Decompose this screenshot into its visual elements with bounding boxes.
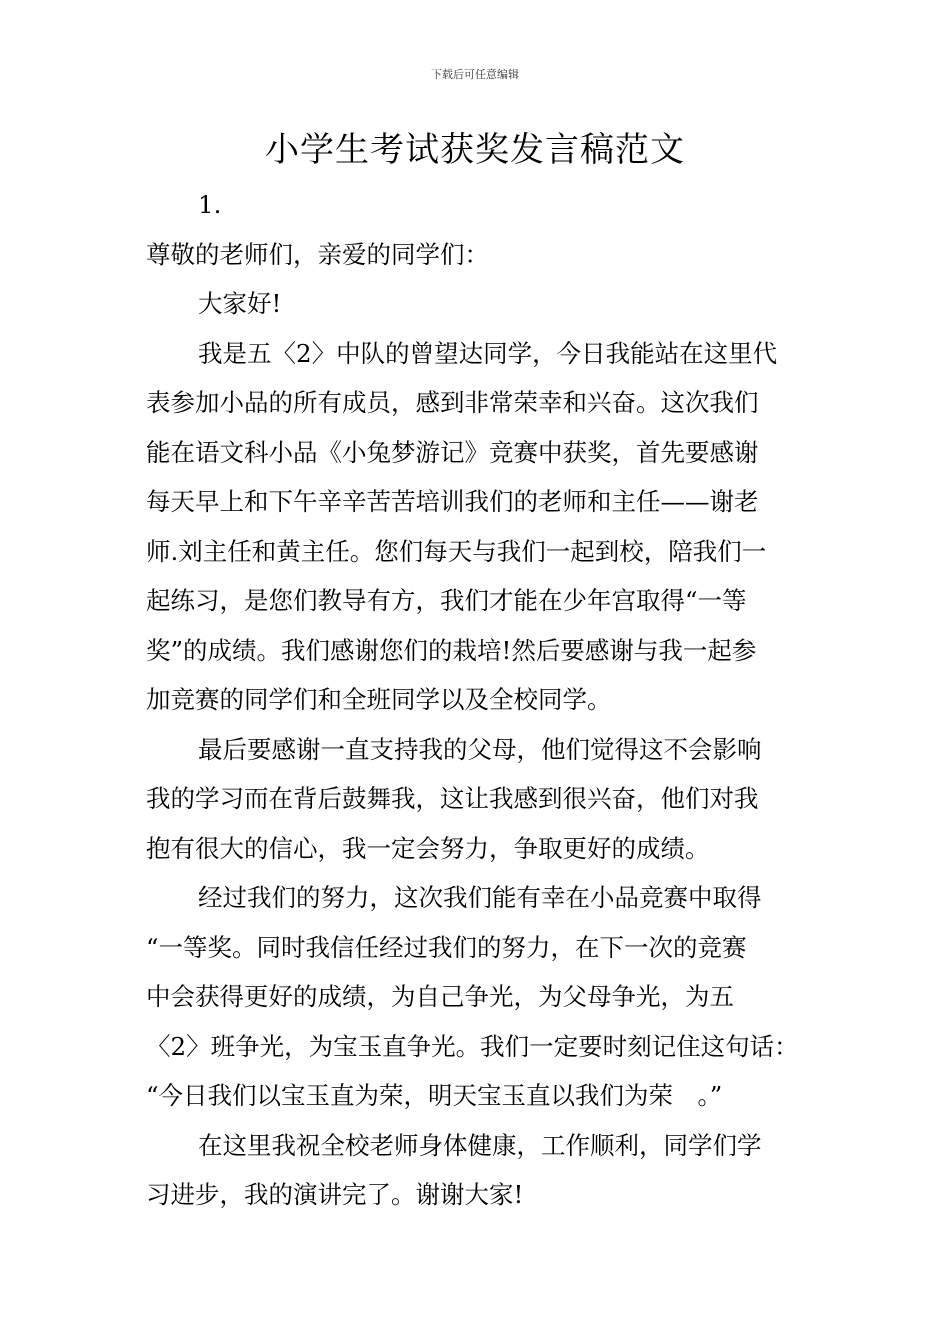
paragraph-4 (146, 1121, 826, 1220)
paragraph-line: 〈2〉班争光，为宝玉直争光。我们一定要时刻记住这句话： (146, 1031, 799, 1061)
paragraph-2 (146, 725, 826, 874)
paragraph-line: 能在语文科小品《小兔梦游记》竞赛中获奖，首先要感谢 (146, 437, 759, 467)
paragraph-line: 最后要感谢一直支持我的父母，他们觉得这不会影响 (198, 734, 762, 764)
document-title: 小学生考试获奖发言稿范文 (265, 130, 685, 170)
paragraph-line: “今日我们以宝玉直为荣，明天宝玉直以我们为荣 。” (146, 1081, 723, 1110)
section-number: 1. (198, 190, 222, 219)
paragraph-line: 经过我们的努力，这次我们能有幸在小品竞赛中取得 (198, 883, 762, 912)
greeting: 大家好! (198, 289, 282, 318)
paragraph-line: 习进步，我的演讲完了。谢谢大家! (146, 1180, 524, 1209)
paragraph-line: 抱有很大的信心，我一定会努力，争取更好的成绩。 (146, 833, 710, 863)
paragraph-line: 中会获得更好的成绩，为自己争光，为父母争光，为五 (146, 982, 734, 1011)
paragraph-line: 奖”的成绩。我们感谢您们的栽培!然后要感谢与我一起参 (146, 635, 757, 665)
header-note: 下载后可任意编辑 (431, 68, 519, 81)
paragraph-line: 我是五〈2〉中队的曾望达同学，今日我能站在这里代 (198, 338, 778, 368)
paragraph-line: 师.刘主任和黄主任。您们每天与我们一起到校，陪我们一 (146, 536, 767, 566)
paragraph-line: 表参加小品的所有成员，感到非常荣幸和兴奋。这次我们 (146, 388, 759, 417)
salutation: 尊敬的老师们，亲爱的同学们： (146, 239, 489, 269)
paragraph-3 (146, 873, 826, 1121)
paragraph-line: 加竞赛的同学们和全班同学以及全校同学。 (146, 685, 612, 714)
paragraph-line: 我的学习而在背后鼓舞我，这让我感到很兴奋，他们对我 (146, 784, 759, 813)
paragraph-line: 每天早上和下午辛辛苦苦培训我们的老师和主任——谢老 (146, 487, 759, 516)
paragraph-line: 起练习，是您们教导有方，我们才能在少年宫取得“一等 (146, 586, 747, 615)
paragraph-line: “一等奖。同时我信任经过我们的努力，在下一次的竞赛 (146, 932, 747, 962)
document-body (146, 180, 826, 1220)
paragraph-line: 在这里我祝全校老师身体健康，工作顺利，同学们学 (198, 1130, 762, 1160)
paragraph-1 (146, 329, 826, 725)
